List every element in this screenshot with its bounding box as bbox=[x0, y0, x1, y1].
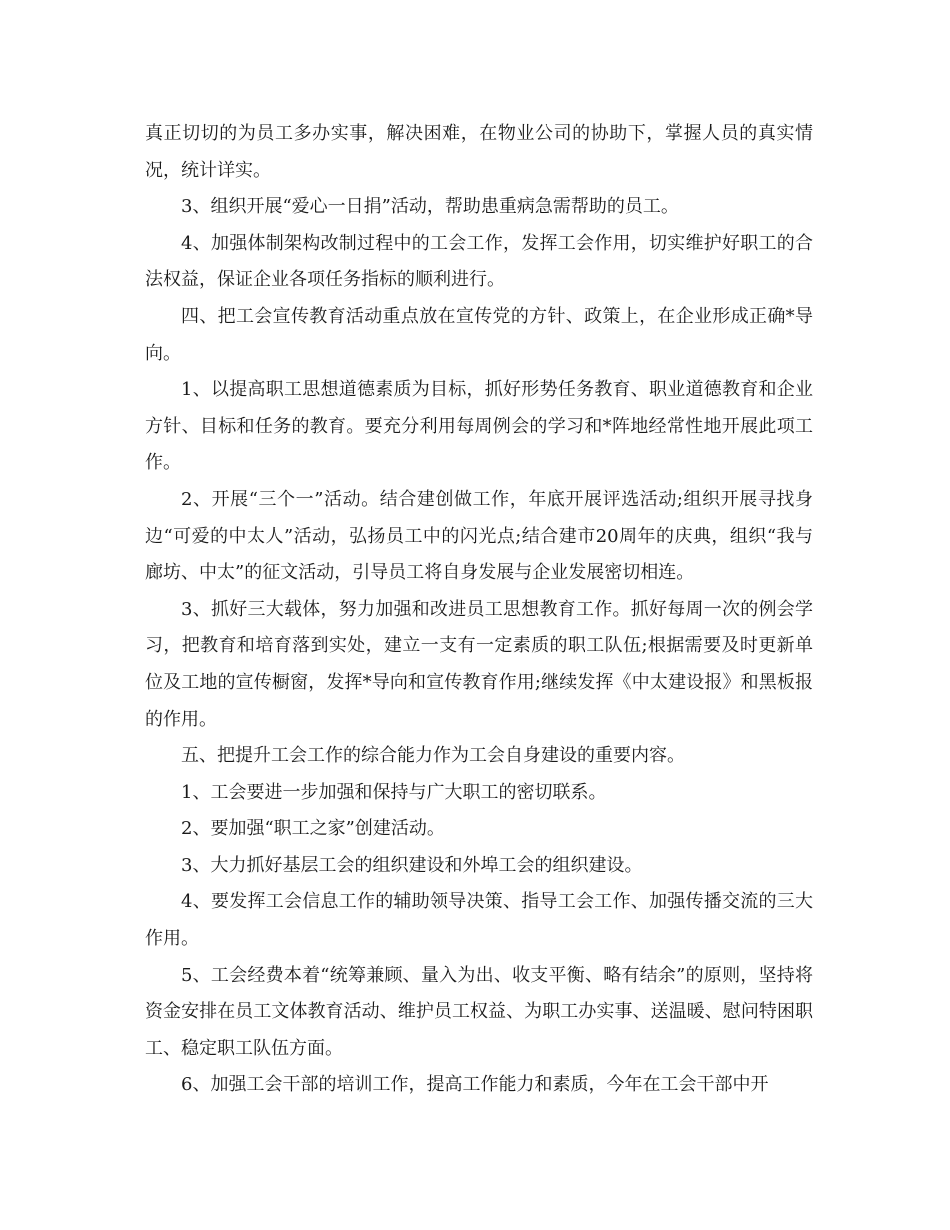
paragraph: 4、加强体制架构改制过程中的工会工作，发挥工会作用，切实维护好职工的合法权益，保证企业各项任务指标的顺利进行。 bbox=[145, 232, 813, 291]
paragraph: 5、工会经费本着“统筹兼顾、量入为出、收支平衡、略有结余”的原则，坚持将资金安排在员工文体教育活动、维护员工权益、为职工办实事、送温暖、慰问特困职工、稳定职工队伍方面。 bbox=[145, 964, 813, 1059]
paragraph: 真正切切的为员工多办实事，解决困难，在物业公司的协助下，掌握人员的真实情况，统计详实。 bbox=[145, 123, 813, 181]
paragraph: 2、开展“三个一”活动。结合建创做工作，年底开展评选活动;组织开展寻找身边“可爱的中太人”活动，弘扬员工中的闪光点;结合建市20周年的庆典，组织“我与廊坊、中太”的征文活动，引导员工将自身发展与企业发展密切相连。 bbox=[145, 488, 813, 584]
paragraph: 3、大力抓好基层工会的组织建设和外埠工会的组织建设。 bbox=[181, 854, 643, 876]
section-heading: 四、把工会宣传教育活动重点放在宣传党的方针、政策上，在企业形成正确*导向。 bbox=[145, 305, 813, 364]
document-body bbox=[145, 116, 813, 1104]
paragraph: 1、以提高职工思想道德素质为目标，抓好形势任务教育、职业道德教育和企业方针、目标和任务的教育。要充分利用每周例会的学习和*阵地经常性地开展此项工作。 bbox=[145, 379, 813, 474]
paragraph: 3、组织开展“爱心一日捐”活动，帮助患重病急需帮助的员工。 bbox=[181, 196, 679, 218]
paragraph: 1、工会要进一步加强和保持与广大职工的密切联系。 bbox=[181, 781, 607, 803]
paragraph: 4、要发挥工会信息工作的辅助领导决策、指导工会工作、加强传播交流的三大作用。 bbox=[145, 891, 813, 950]
paragraph: 3、抓好三大载体，努力加强和改进员工思想教育工作。抓好每周一次的例会学习，把教育和培育落到实处，建立一支有一定素质的职工队伍;根据需要及时更新单位及工地的宣传橱窗，发挥*导向和宣传教育作用;继续发挥《中太建设报》和黑板报的作用。 bbox=[145, 598, 813, 730]
section-heading: 五、把提升工会工作的综合能力作为工会自身建设的重要内容。 bbox=[181, 745, 685, 767]
paragraph: 2、要加强“职工之家”创建活动。 bbox=[181, 818, 445, 840]
paragraph: 6、加强工会干部的培训工作，提高工作能力和素质，今年在工会干部中开 bbox=[181, 1074, 769, 1096]
